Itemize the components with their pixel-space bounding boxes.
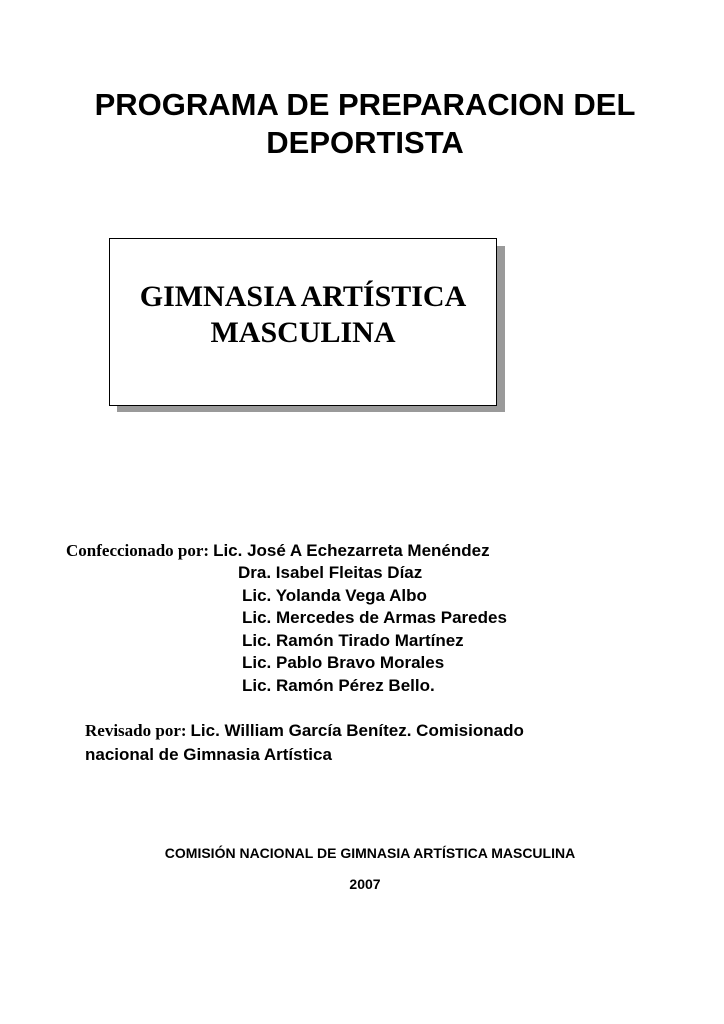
document-title-line2: DEPORTISTA [266, 125, 464, 160]
box-title-line1: GIMNASIA ARTÍSTICA [139, 280, 467, 313]
box-title [110, 279, 496, 351]
reviewer-line1: Lic. William García Benítez. Comisionado [190, 721, 524, 740]
document-title-line1: PROGRAMA DE PREPARACION DEL [94, 87, 636, 122]
author-name: Lic. José A Echezarreta Menéndez [213, 541, 490, 560]
prepared-by-label: Confeccionado por: [66, 541, 210, 560]
reviewed-by-label: Revisado por: [85, 721, 187, 740]
author-name: Lic. Ramón Pérez Bello. [242, 675, 435, 695]
authors-list [238, 562, 507, 697]
reviewer-line2: nacional de Gimnasia Artística [85, 745, 332, 764]
author-name: Lic. Ramón Tirado Martínez [242, 630, 464, 650]
reviewed-by-section [85, 719, 645, 767]
author-name: Dra. Isabel Fleitas Díaz [238, 563, 423, 582]
author-name: Lic. Mercedes de Armas Paredes [242, 608, 507, 627]
prepared-by-line [66, 540, 490, 563]
title-box [109, 238, 497, 406]
box-title-line2: MASCULINA [210, 316, 396, 349]
footer-year: 2007 [349, 876, 381, 892]
footer-organization: COMISIÓN NACIONAL DE GIMNASIA ARTÍSTICA MASCULINA [164, 845, 576, 861]
author-name: Lic. Yolanda Vega Albo [242, 585, 427, 605]
author-name: Lic. Pablo Bravo Morales [242, 653, 445, 672]
document-title [40, 86, 690, 162]
